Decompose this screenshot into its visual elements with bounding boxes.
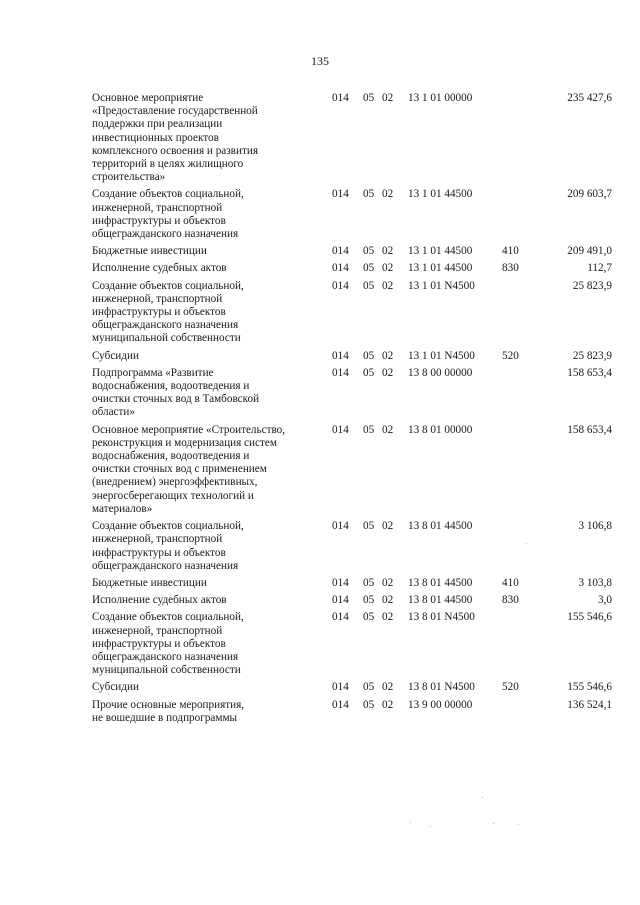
expense-type-code: 830 — [502, 594, 519, 607]
section-code: 05 — [363, 594, 375, 607]
row-name: Субсидии — [92, 681, 139, 694]
scan-speck — [430, 826, 431, 827]
table-row — [92, 577, 612, 590]
table-row — [92, 245, 612, 258]
target-article-code: 13 1 01 N4500 — [408, 279, 475, 292]
row-name: Создание объектов социальной, инженерной, транспортной инфраструктуры и объектов общегражданского назначения — [92, 188, 244, 241]
subsection-code: 02 — [382, 698, 394, 711]
table-row — [92, 350, 612, 363]
grbs-code: 014 — [332, 681, 349, 694]
row-name: Субсидии — [92, 349, 139, 362]
target-article-code: 13 8 01 00000 — [408, 423, 473, 436]
budget-table — [92, 92, 612, 729]
scan-speck — [482, 797, 483, 798]
amount: 112,7 — [587, 262, 612, 275]
amount: 158 653,4 — [567, 423, 612, 436]
subsection-code: 02 — [382, 262, 394, 275]
row-name: Исполнение судебных актов — [92, 262, 227, 275]
target-article-code: 13 8 01 N4500 — [408, 681, 475, 694]
section-code: 05 — [363, 92, 375, 104]
section-code: 05 — [363, 262, 375, 275]
grbs-code: 014 — [332, 611, 349, 624]
amount: 25 823,9 — [572, 279, 612, 292]
table-row — [92, 699, 612, 725]
amount: 3,0 — [598, 594, 612, 607]
row-name: Прочие основные мероприятия, не вошедшие в подпрограммы — [92, 698, 245, 724]
row-name: Подпрограмма «Развитие водоснабжения, водоотведения и очистки сточных вод в Тамбовской области» — [92, 366, 260, 419]
scan-speck — [526, 543, 527, 544]
subsection-code: 02 — [382, 576, 394, 589]
expense-type-code: 520 — [502, 681, 519, 694]
table-row — [92, 594, 612, 607]
section-code: 05 — [363, 423, 375, 436]
expense-type-code: 410 — [502, 245, 519, 258]
amount: 209 603,7 — [567, 188, 612, 201]
table-row — [92, 520, 612, 573]
row-name: Создание объектов социальной, инженерной, транспортной инфраструктуры и объектов общегражданского назначения — [92, 520, 244, 572]
subsection-code: 02 — [382, 92, 394, 104]
row-name: Исполнение судебных актов — [92, 594, 227, 607]
subsection-code: 02 — [382, 366, 394, 379]
target-article-code: 13 9 00 00000 — [408, 698, 473, 711]
table-row — [92, 92, 612, 184]
section-code: 05 — [363, 349, 375, 362]
row-name: Создание объектов социальной, инженерной, транспортной инфраструктуры и объектов общегражданского назначения муниципальной собственности — [92, 611, 244, 677]
row-name: Бюджетные инвестиции — [92, 576, 207, 589]
target-article-code: 13 8 01 N4500 — [408, 611, 475, 624]
row-name: Создание объектов социальной, инженерной, транспортной инфраструктуры и объектов общегражданского назначения муниципальной собственности — [92, 279, 244, 345]
target-article-code: 13 8 01 44500 — [408, 520, 473, 533]
amount: 158 653,4 — [567, 366, 612, 379]
table-row — [92, 611, 612, 677]
grbs-code: 014 — [332, 698, 349, 711]
section-code: 05 — [363, 188, 375, 201]
target-article-code: 13 8 01 44500 — [408, 594, 473, 607]
page-number: 135 — [311, 54, 329, 68]
subsection-code: 02 — [382, 594, 394, 607]
grbs-code: 014 — [332, 349, 349, 362]
section-code: 05 — [363, 520, 375, 533]
target-article-code: 13 8 01 44500 — [408, 576, 473, 589]
amount: 209 491,0 — [567, 245, 612, 258]
expense-type-code: 410 — [502, 576, 519, 589]
target-article-code: 13 1 01 N4500 — [408, 349, 475, 362]
table-row — [92, 280, 612, 346]
row-name: Основное мероприятие «Предоставление государственной поддержки при реализации инвестиционных проектов комплексного освоения и развития территорий в целях жилищного строительства» — [92, 92, 258, 184]
section-code: 05 — [363, 698, 375, 711]
row-name: Основное мероприятие «Строительство, реконструкция и модернизация систем водоснабжения, водоотведения и очистки сточных вод с применением (внедрением) энергоэффективных, энергосберегающих технологий и материалов» — [92, 423, 286, 515]
grbs-code: 014 — [332, 279, 349, 292]
target-article-code: 13 1 01 44500 — [408, 245, 473, 258]
target-article-code: 13 1 01 00000 — [408, 92, 473, 104]
grbs-code: 014 — [332, 423, 349, 436]
grbs-code: 014 — [332, 520, 349, 533]
table-row — [92, 262, 612, 275]
grbs-code: 014 — [332, 594, 349, 607]
scan-speck — [518, 824, 519, 825]
grbs-code: 014 — [332, 576, 349, 589]
subsection-code: 02 — [382, 611, 394, 624]
amount: 136 524,1 — [567, 698, 612, 711]
section-code: 05 — [363, 611, 375, 624]
amount: 3 106,8 — [578, 520, 612, 533]
table-row — [92, 188, 612, 241]
subsection-code: 02 — [382, 520, 394, 533]
row-name: Бюджетные инвестиции — [92, 245, 207, 258]
target-article-code: 13 8 00 00000 — [408, 366, 473, 379]
subsection-code: 02 — [382, 188, 394, 201]
expense-type-code: 520 — [502, 349, 519, 362]
subsection-code: 02 — [382, 245, 394, 258]
grbs-code: 014 — [332, 188, 349, 201]
subsection-code: 02 — [382, 681, 394, 694]
section-code: 05 — [363, 366, 375, 379]
expense-type-code: 830 — [502, 262, 519, 275]
amount: 235 427,6 — [567, 92, 612, 104]
grbs-code: 014 — [332, 92, 349, 104]
subsection-code: 02 — [382, 349, 394, 362]
target-article-code: 13 1 01 44500 — [408, 262, 473, 275]
section-code: 05 — [363, 681, 375, 694]
grbs-code: 014 — [332, 262, 349, 275]
target-article-code: 13 1 01 44500 — [408, 188, 473, 201]
table-row — [92, 681, 612, 694]
scan-speck — [410, 822, 411, 823]
subsection-code: 02 — [382, 423, 394, 436]
grbs-code: 014 — [332, 366, 349, 379]
table-row — [92, 424, 612, 516]
section-code: 05 — [363, 245, 375, 258]
amount: 25 823,9 — [572, 349, 612, 362]
amount: 155 546,6 — [567, 681, 612, 694]
scan-speck — [493, 823, 494, 824]
table-row — [92, 367, 612, 420]
grbs-code: 014 — [332, 245, 349, 258]
section-code: 05 — [363, 279, 375, 292]
section-code: 05 — [363, 576, 375, 589]
amount: 3 103,8 — [578, 576, 612, 589]
amount: 155 546,6 — [567, 611, 612, 624]
subsection-code: 02 — [382, 279, 394, 292]
